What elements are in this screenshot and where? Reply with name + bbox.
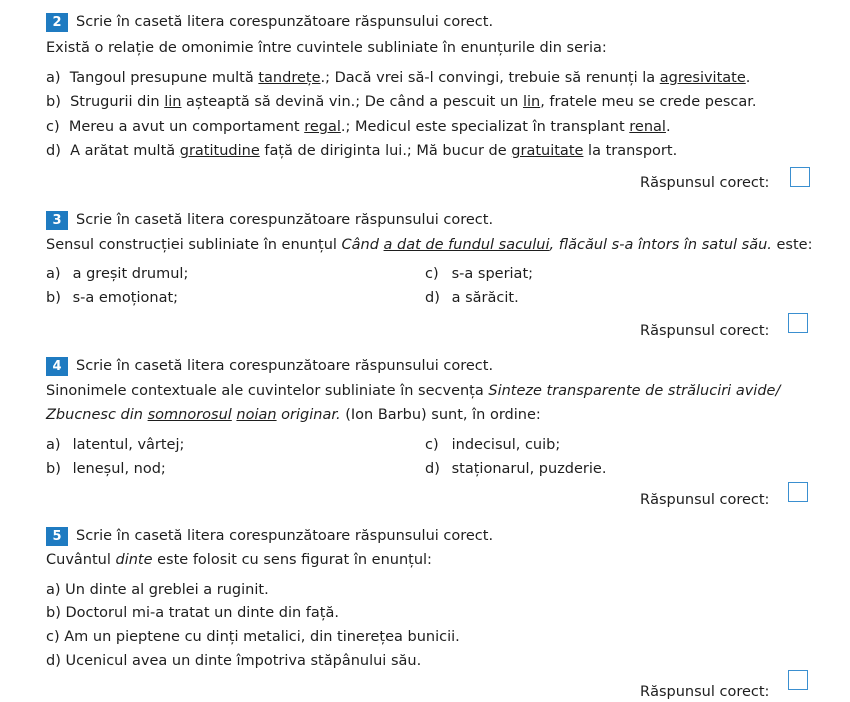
q5-header (46, 526, 493, 546)
q4-option-c: c) indecisul, cuib; (425, 437, 561, 453)
q3-answer-box[interactable] (788, 313, 808, 333)
q5-prompt: Cuvântul dinte este folosit cu sens figurat în enunțul: (46, 552, 432, 568)
q2-number-badge: 2 (46, 13, 68, 32)
q5-option-d: d) Ucenicul avea un dinte împotriva stăpânului său. (46, 653, 422, 669)
q4-header (46, 356, 493, 376)
q5-instruction: Scrie în casetă litera corespunzătoare răspunsului corect. (76, 528, 494, 544)
q4-answer-box[interactable] (788, 482, 808, 502)
q4-prompt-line1: Sinonimele contextuale ale cuvintelor subliniate în secvența Sinteze transparente de străluciri avide/ (46, 383, 781, 399)
q2-prompt: Există o relație de omonimie între cuvintele subliniate în enunțurile din seria: (46, 40, 607, 56)
q2-header (46, 12, 493, 32)
q4-option-a: a) latentul, vârtej; (46, 437, 185, 453)
q2-option-c: c) Mereu a avut un comportament regal.; Medicul este specializat în transplant renal. (46, 119, 671, 135)
q5-number-badge: 5 (46, 527, 68, 546)
q3-answer-label: Răspunsul corect: (640, 323, 770, 339)
q3-instruction: Scrie în casetă litera corespunzătoare răspunsului corect. (76, 212, 494, 228)
q4-answer-label: Răspunsul corect: (640, 492, 770, 508)
q4-number-badge: 4 (46, 357, 68, 376)
q2-instruction: Scrie în casetă litera corespunzătoare răspunsului corect. (76, 14, 494, 30)
q5-answer-box[interactable] (788, 670, 808, 690)
q2-option-b: b) Strugurii din lin așteaptă să devină vin.; De când a pescuit un lin, fratele meu se crede pescar. (46, 94, 757, 110)
q3-prompt: Sensul construcției subliniate în enunțul Când a dat de fundul sacului, flăcăul s-a întors în satul său. este: (46, 237, 813, 253)
q5-option-b: b) Doctorul mi-a tratat un dinte din față. (46, 605, 339, 621)
q4-instruction: Scrie în casetă litera corespunzătoare răspunsului corect. (76, 358, 494, 374)
q3-option-b: b) s-a emoționat; (46, 290, 179, 306)
q3-number-badge: 3 (46, 211, 68, 230)
q5-answer-label: Răspunsul corect: (640, 684, 770, 700)
q2-option-d: d) A arătat multă gratitudine față de diriginta lui.; Mă bucur de gratuitate la transport. (46, 143, 678, 159)
q3-option-d: d) a sărăcit. (425, 290, 519, 306)
q5-option-c: c) Am un pieptene cu dinți metalici, din tinerețea bunicii. (46, 629, 460, 645)
q3-option-a: a) a greșit drumul; (46, 266, 189, 282)
q2-answer-label: Răspunsul corect: (640, 175, 770, 191)
q4-prompt-line2: Zbucnesc din somnorosul noian originar. (Ion Barbu) sunt, în ordine: (46, 407, 541, 423)
q5-option-a: a) Un dinte al greblei a ruginit. (46, 582, 269, 598)
q3-option-c: c) s-a speriat; (425, 266, 534, 282)
q3-header (46, 210, 493, 230)
q4-option-b: b) leneșul, nod; (46, 461, 166, 477)
q2-answer-box[interactable] (790, 167, 810, 187)
q4-option-d: d) staționarul, puzderie. (425, 461, 607, 477)
q2-option-a: a) Tangoul presupune multă tandrețe.; Dacă vrei să-l convingi, trebuie să renunți la agresivitate. (46, 70, 751, 86)
